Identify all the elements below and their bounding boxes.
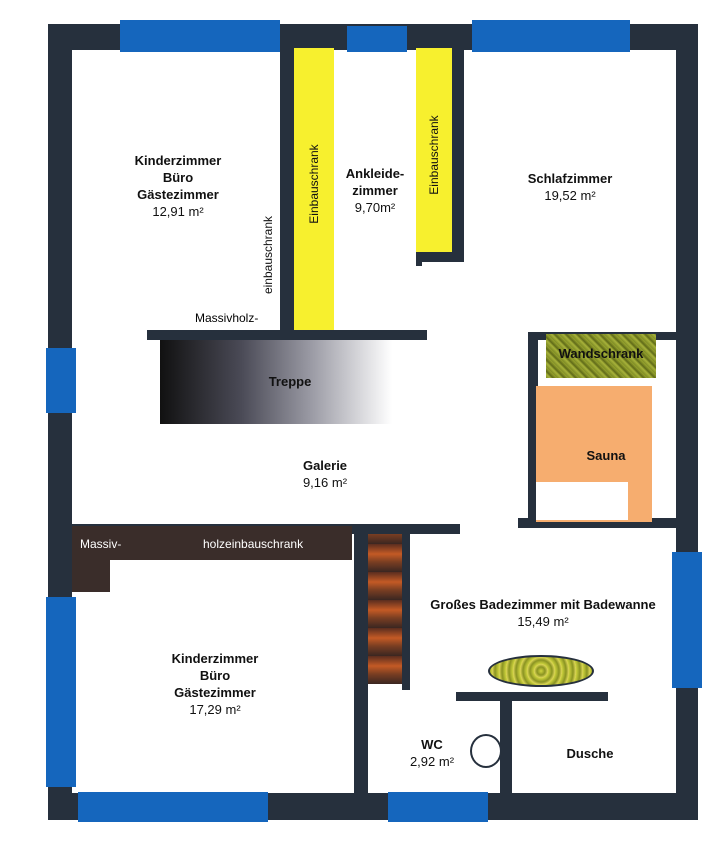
window-bottom-middle <box>388 792 488 822</box>
room-ankleide-line2: zimmer <box>352 183 398 198</box>
room-bad-name: Großes Badezimmer mit Badewanne <box>430 597 656 612</box>
room-ankleide-area: 9,70m² <box>354 200 396 215</box>
wall-wc-top <box>456 692 608 701</box>
window-right <box>672 552 702 688</box>
room-kinderzimmer-top-line2: Büro <box>162 170 194 185</box>
wc-toilet <box>470 734 502 768</box>
massivholz-top-label-2: einbauschrank <box>261 215 275 295</box>
window-left-upper <box>46 348 76 413</box>
window-bottom-left <box>78 792 268 822</box>
massivholz-top-label-1: Massivholz- <box>195 311 259 325</box>
massiv-bottom-label-1: Massiv- <box>80 537 122 551</box>
sauna-label: Sauna <box>586 448 626 463</box>
room-bad <box>412 596 674 630</box>
badewanne <box>488 655 594 687</box>
window-left-lower <box>46 597 76 787</box>
massivholz-cabinet-corner <box>72 558 110 592</box>
room-ankleide <box>335 165 415 216</box>
room-wc-area: 2,92 m² <box>409 754 455 769</box>
room-kinderzimmer-top-area: 12,91 m² <box>152 204 204 219</box>
bad-cabinet <box>368 534 402 684</box>
massiv-bottom-label-2: holzeinbauschrank <box>203 537 304 551</box>
wall-bad-left <box>402 530 410 690</box>
room-galerie-name: Galerie <box>302 458 348 473</box>
room-kinderzimmer-bottom <box>135 650 295 718</box>
einbauschrank-left-label: Einbauschrank <box>307 144 321 224</box>
room-kinderzimmer-top-line1: Kinderzimmer <box>134 153 222 168</box>
wall-kinderzimmer-bottom-right <box>354 526 368 796</box>
room-ankleide-line1: Ankleide- <box>345 166 405 181</box>
room-dusche-name: Dusche <box>566 746 614 761</box>
wall-ankleide-right <box>452 48 464 260</box>
outer-wall-right <box>676 24 698 820</box>
treppe-label: Treppe <box>268 374 312 389</box>
window-top-middle <box>347 26 407 52</box>
room-kinderzimmer-bottom-area: 17,29 m² <box>189 702 241 717</box>
room-bad-area: 15,49 m² <box>517 614 569 629</box>
wall-ankleide-notch-stub <box>416 252 422 266</box>
room-kinderzimmer-top-line3: Gästezimmer <box>137 187 219 202</box>
room-schlafzimmer-name: Schlafzimmer <box>527 171 613 186</box>
wall-ankleide-notch <box>416 252 464 262</box>
wall-kinderzimmer-top-right <box>280 48 294 330</box>
room-schlafzimmer <box>500 170 640 204</box>
wall-stair-top <box>147 330 427 340</box>
sauna-bench-cutout <box>536 482 628 520</box>
room-galerie-area: 9,16 m² <box>302 475 348 490</box>
room-kinderzimmer-bottom-line3: Gästezimmer <box>174 685 256 700</box>
window-top-left <box>120 20 280 52</box>
room-galerie <box>260 457 390 491</box>
room-kinderzimmer-bottom-line1: Kinderzimmer <box>171 651 259 666</box>
room-schlafzimmer-area: 19,52 m² <box>544 188 596 203</box>
room-kinderzimmer-top <box>98 152 258 220</box>
room-wc <box>396 736 468 770</box>
window-top-right <box>472 20 630 52</box>
room-wc-name: WC <box>421 737 443 752</box>
wandschrank-label: Wandschrank <box>558 346 644 361</box>
room-kinderzimmer-bottom-line2: Büro <box>199 668 231 683</box>
room-dusche <box>540 745 640 762</box>
einbauschrank-right-label: Einbauschrank <box>427 115 441 195</box>
